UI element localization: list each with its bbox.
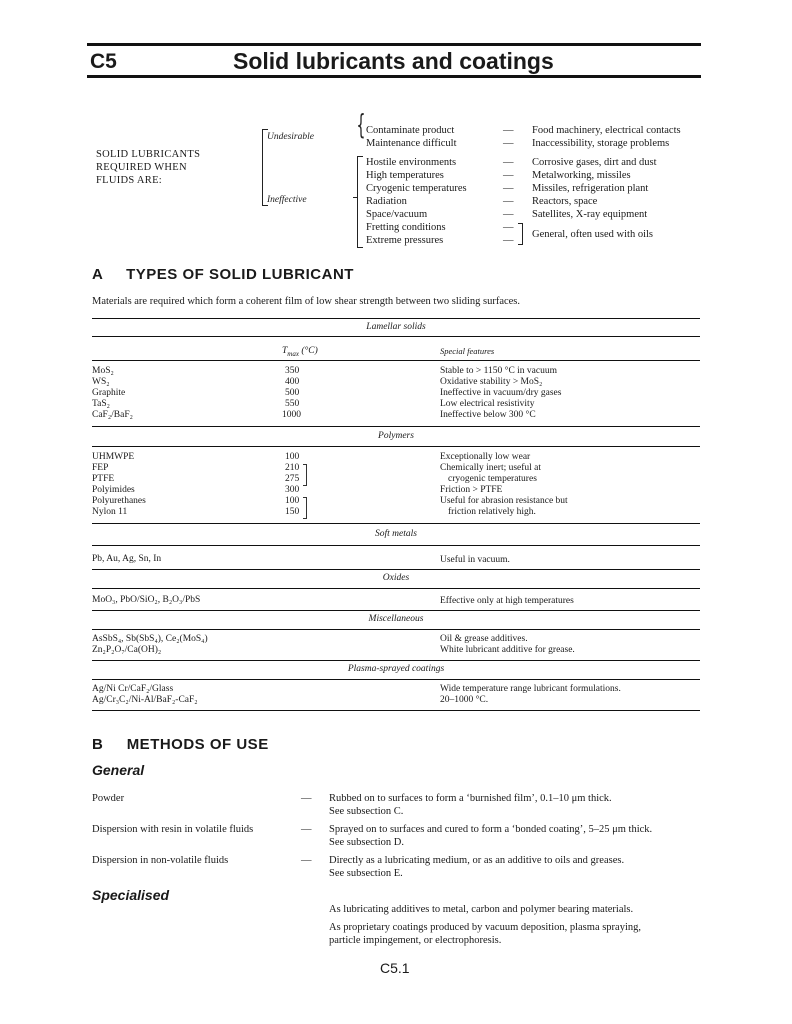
page-number: C5.1 (380, 960, 410, 976)
specialised-line: As lubricating additives to metal, carbon and polymer bearing materials. (329, 904, 634, 915)
feature-cell: cryogenic temperatures (448, 474, 537, 484)
condition-item: Hostile environments (366, 157, 457, 168)
material-cell: AsSbS₄, Sb(SbS₄), Ce₂(MoS₄) (92, 634, 208, 644)
example-item: Corrosive gases, dirt and dust (532, 157, 657, 168)
example-item-shared: General, often used with oils (532, 229, 654, 240)
material-cell: PTFE (92, 474, 115, 484)
dash: — (503, 170, 514, 181)
example-item: Reactors, space (532, 196, 598, 207)
tmax-cell: 550 (285, 399, 300, 409)
example-item: Satellites, X-ray equipment (532, 209, 648, 220)
example-item: Food machinery, electrical contacts (532, 125, 681, 136)
example-item: Missiles, refrigeration plant (532, 183, 649, 194)
method-name: Dispersion with resin in volatile fluids (92, 824, 254, 835)
tmax-cell: 150 (285, 507, 300, 517)
specialised-heading: Specialised (92, 887, 170, 903)
feature-cell: Useful in vacuum. (440, 555, 510, 565)
category-ineffective: Ineffective (267, 195, 307, 205)
material-cell: Graphite (92, 388, 126, 398)
ineffective-brace-tip (353, 197, 357, 198)
left-label-line: FLUIDS ARE: (96, 175, 163, 186)
method-desc: Directly as a lubricating medium, or as an additive to oils and greases. (329, 855, 625, 866)
method-ref: See subsection D. (329, 837, 404, 848)
feature-cell: Friction > PTFE (440, 485, 503, 495)
group-misc: Miscellaneous (368, 614, 424, 624)
header-top-rule (87, 43, 701, 46)
shared-brace (518, 223, 523, 245)
section-b-letter: B (92, 736, 104, 753)
method-name: Dispersion in non-volatile fluids (92, 855, 229, 866)
example-item: Inaccessibility, storage problems (532, 138, 670, 149)
section-b-heading (92, 736, 269, 753)
method-ref: See subsection C. (329, 806, 404, 817)
condition-item: High temperatures (366, 170, 444, 181)
feature-cell: White lubricant additive for grease. (440, 645, 575, 655)
material-cell: Ag/Cr₃C₂/Ni-Al/BaF₂-CaF₂ (92, 695, 198, 705)
condition-item: Space/vacuum (366, 209, 428, 220)
table-rule (92, 679, 700, 680)
section-a-intro: Materials are required which form a coherent film of low shear strength between two sliding surfaces. (92, 296, 521, 307)
material-cell: Polyurethanes (92, 496, 146, 506)
condition-item: Fretting conditions (366, 222, 446, 233)
feature-cell: Low electrical resistivity (440, 399, 535, 409)
material-cell: Polyimides (92, 485, 135, 495)
feature-cell: Exceptionally low wear (440, 452, 531, 462)
feature-cell: Oil & grease additives. (440, 634, 528, 644)
table-rule (92, 360, 700, 361)
table-rule (92, 629, 700, 630)
group-lamellar: Lamellar solids (366, 322, 426, 332)
group-plasma: Plasma-sprayed coatings (347, 664, 445, 674)
section-a-title: TYPES OF SOLID LUBRICANT (126, 266, 354, 283)
material-cell: TaS₂ (92, 399, 110, 409)
section-a-heading (92, 266, 354, 283)
condition-item: Maintenance difficult (366, 138, 457, 149)
method-desc: Rubbed on to surfaces to form a ‘burnished film’, 0.1–10 μm thick. (329, 793, 612, 804)
col-header-features: Special features (440, 346, 495, 356)
group-oxides: Oxides (382, 573, 410, 583)
category-undesirable: Undesirable (267, 132, 314, 142)
section-b-title: METHODS OF USE (126, 736, 269, 753)
condition-item: Radiation (366, 196, 407, 207)
feature-cell: Ineffective below 300 °C (440, 410, 536, 420)
section-code: C5 (90, 50, 117, 73)
condition-item: Contaminate product (366, 125, 455, 136)
example-item: Metalworking, missiles (532, 170, 631, 181)
feature-cell: Useful for abrasion resistance but (440, 496, 568, 506)
table-rule (92, 660, 700, 661)
material-cell: MoO₃, PbO/SiO₂, B₂O₃/PbS (92, 595, 201, 605)
method-desc: Sprayed on to surfaces and cured to form a ‘bonded coating’, 5–25 μm thick. (329, 824, 653, 835)
left-label (96, 148, 200, 187)
condition-item: Cryogenic temperatures (366, 183, 467, 194)
material-cell: Ag/Ni Cr/CaF₂/Glass (92, 684, 174, 694)
dash: — (503, 196, 514, 207)
section-a-letter: A (92, 266, 103, 283)
table-rule (92, 523, 700, 524)
tmax-cell: 100 (285, 496, 300, 506)
material-cell: UHMWPE (92, 452, 135, 462)
dash: — (503, 209, 514, 220)
left-label-line: REQUIRED WHEN (96, 162, 187, 173)
page-title: Solid lubricants and coatings (233, 48, 554, 74)
group-soft-metals: Soft metals (375, 529, 417, 539)
table-rule (92, 569, 700, 570)
specialised-line: As proprietary coatings produced by vacuum deposition, plasma spraying, (329, 922, 642, 933)
feature-cell: 20–1000 °C. (440, 695, 489, 705)
table-rule (92, 318, 700, 319)
tmax-cell: 275 (285, 474, 300, 484)
table-rule (92, 710, 700, 711)
tmax-cell: 210 (285, 463, 300, 473)
feature-cell: Wide temperature range lubricant formulations. (440, 684, 621, 694)
method-name: Powder (92, 793, 125, 804)
tmax-cell: 100 (285, 452, 300, 462)
material-cell: Pb, Au, Ag, Sn, In (92, 554, 162, 564)
material-cell: FEP (92, 463, 109, 473)
dash: — (503, 235, 514, 246)
material-cell: WS₂ (92, 377, 110, 387)
dash: — (503, 222, 514, 233)
tmax-cell: 350 (285, 366, 300, 376)
material-cell: Nylon 11 (92, 507, 128, 517)
tmax-cell: 500 (285, 388, 300, 398)
feature-cell: Effective only at high temperatures (440, 596, 574, 606)
dash: — (503, 183, 514, 194)
ineffective-brace (357, 156, 363, 248)
condition-item: Extreme pressures (366, 235, 444, 246)
feature-cell: Ineffective in vacuum/dry gases (440, 388, 562, 398)
table-rule (92, 336, 700, 337)
tmax-cell: 1000 (282, 410, 301, 420)
specialised-line: particle impingement, or electrophoresis. (329, 935, 502, 946)
dash: — (503, 125, 514, 136)
left-label-line: SOLID LUBRICANTS (96, 149, 201, 160)
table-rule (92, 610, 700, 611)
header-bottom-rule (87, 75, 701, 78)
table-rule (92, 545, 700, 546)
material-cell: MoS₂ (92, 366, 114, 376)
dash: — (301, 824, 312, 835)
col-header-tmax: $T_{max}$ (°C) (282, 346, 318, 358)
dash: — (301, 793, 312, 804)
feature-cell: Stable to > 1150 °C in vacuum (440, 366, 557, 376)
general-heading: General (92, 762, 145, 778)
table-rule (92, 426, 700, 427)
table-rule (92, 588, 700, 589)
group-polymers: Polymers (378, 431, 414, 441)
feature-cell: Oxidative stability > MoS₂ (440, 377, 543, 387)
feature-cell: friction relatively high. (448, 507, 536, 517)
dash: — (503, 138, 514, 149)
feature-cell: Chemically inert; useful at (440, 463, 542, 473)
tmax-brace (303, 497, 307, 519)
material-cell: Zn₂P₂O₇/Ca(OH)₂ (92, 645, 162, 655)
tmax-cell: 400 (285, 377, 300, 387)
tmax-cell: 300 (285, 485, 300, 495)
material-cell: CaF₂/BaF₂ (92, 410, 133, 420)
dash: — (301, 855, 312, 866)
tmax-brace (303, 464, 307, 486)
table-rule (92, 446, 700, 447)
undesirable-brace: { (356, 108, 366, 141)
method-ref: See subsection E. (329, 868, 403, 879)
dash: — (503, 157, 514, 168)
